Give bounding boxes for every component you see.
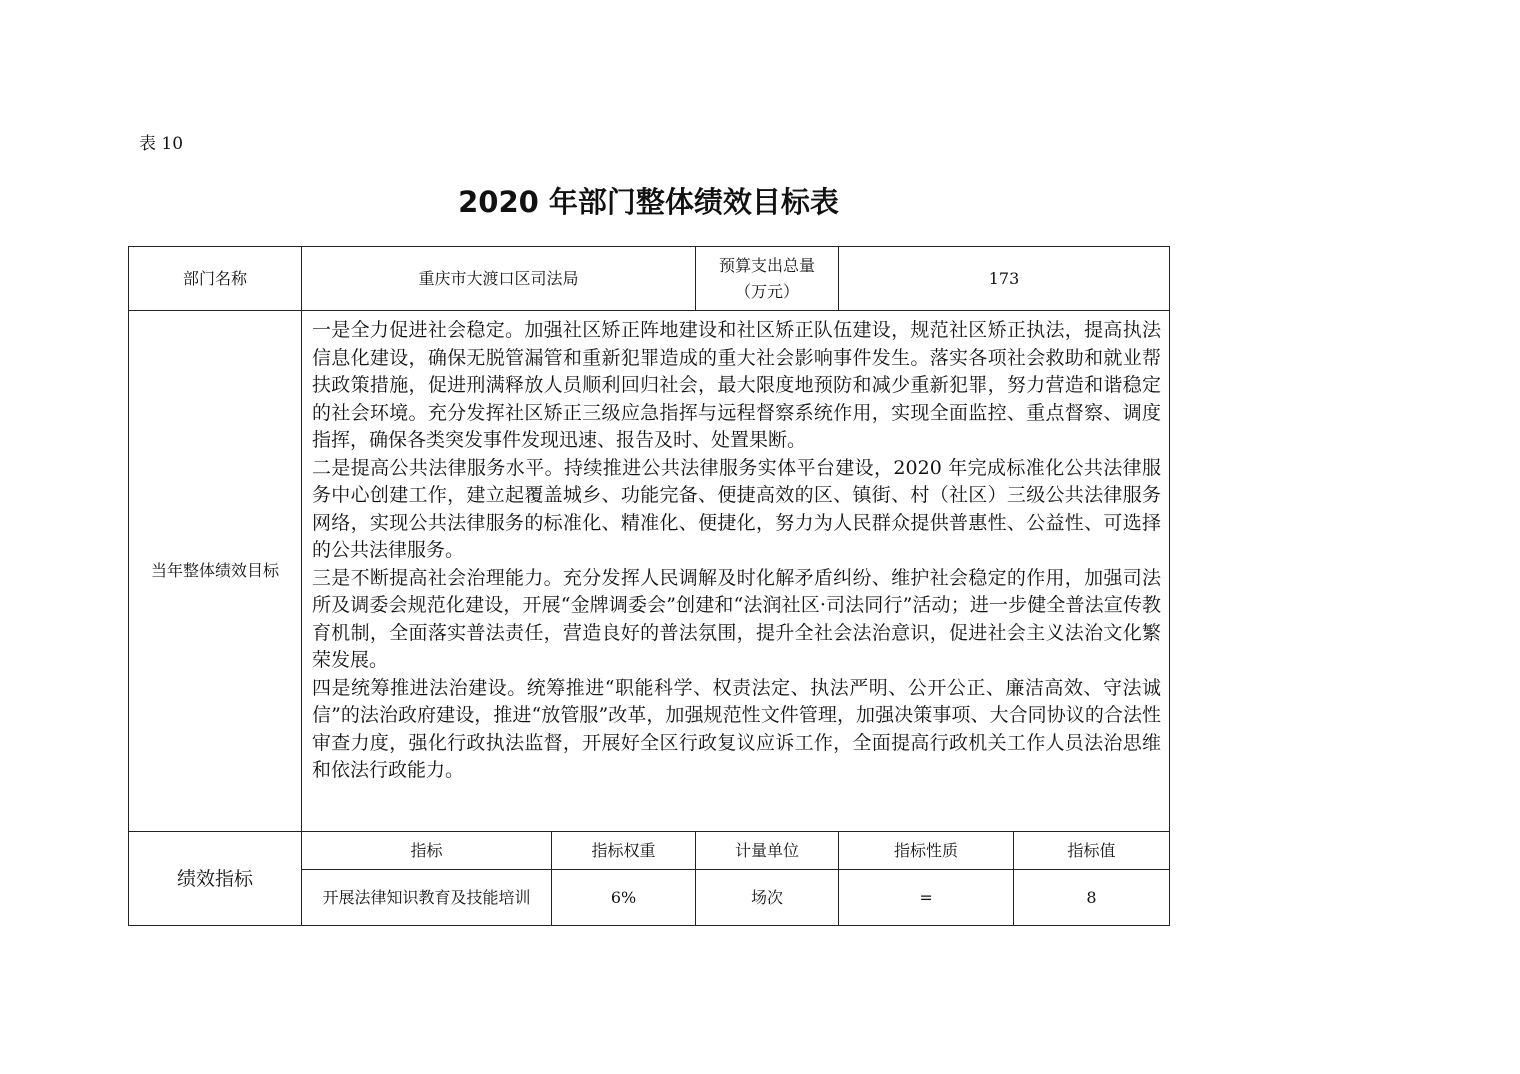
annual-goal-label: 当年整体绩效目标 [129,311,302,832]
dept-info-row [129,247,1170,311]
dept-name-label: 部门名称 [129,247,302,311]
nature-header: 指标性质 [839,832,1014,870]
goal-paragraph: 一是全力促进社会稳定。加强社区矫正阵地建设和社区矫正队伍建设，规范社区矫正执法，提高执法信息化建设，确保无脱管漏管和重新犯罪造成的重大社会影响事件发生。落实各项社会救助和就业帮扶政策措施，促进刑满释放人员顺利回归社会，最大限度地预防和减少重新犯罪，努力营造和谐稳定的社会环境。充分发挥社区矫正三级应急指挥与远程督察系统作用，实现全面监控、重点督察、调度指挥，确保各类突发事件发现迅速、报告及时、处置果断。 [312,319,1162,451]
performance-goal-table [128,246,1170,926]
weight-cell: 6% [552,870,696,926]
weight-header: 指标权重 [552,832,696,870]
indicator-header-row [129,832,1170,870]
document-title: 2020 年部门整体绩效目标表 [458,185,839,219]
perf-indicator-label: 绩效指标 [129,832,302,926]
unit-cell: 场次 [696,870,839,926]
goal-paragraph: 四是统筹推进法治建设。统筹推进“职能科学、权责法定、执法严明、公开公正、廉洁高效、守法诚信”的法治政府建设，推进“放管服”改革，加强规范性文件管理，加强决策事项、大合同协议的合法性审查力度，强化行政执法监督，开展好全区行政复议应诉工作，全面提高行政机关工作人员法治思维和依法行政能力。 [312,676,1162,781]
value-header: 指标值 [1014,832,1170,870]
indicator-header: 指标 [302,832,552,870]
indicator-cell: 开展法律知识教育及技能培训 [302,870,552,926]
goal-paragraph: 二是提高公共法律服务水平。持续推进公共法律服务实体平台建设，2020 年完成标准化公共法律服务中心创建工作，建立起覆盖城乡、功能完备、便捷高效的区、镇街、村（社区）三级公共法律服务网络，实现公共法律服务的标准化、精准化、便捷化，努力为人民群众提供普惠性、公益性、可选择的公共法律服务。 [312,456,1162,561]
value-cell: 8 [1014,870,1170,926]
goal-paragraph: 三是不断提高社会治理能力。充分发挥人民调解及时化解矛盾纠纷、维护社会稳定的作用，加强司法所及调委会规范化建设，开展“金牌调委会”创建和“法润社区·司法同行”活动；进一步健全普法宣传教育机制，全面落实普法责任，营造良好的普法氛围，提升全社会法治意识，促进社会主义法治文化繁荣发展。 [312,566,1162,671]
table-number: 表 10 [139,134,184,154]
unit-header: 计量单位 [696,832,839,870]
dept-name-value: 重庆市大渡口区司法局 [302,247,696,311]
budget-label: 预算支出总量（万元） [696,247,839,311]
budget-value: 173 [839,247,1170,311]
nature-cell: = [839,870,1014,926]
annual-goal-content [302,311,1170,832]
annual-goal-row [129,311,1170,832]
